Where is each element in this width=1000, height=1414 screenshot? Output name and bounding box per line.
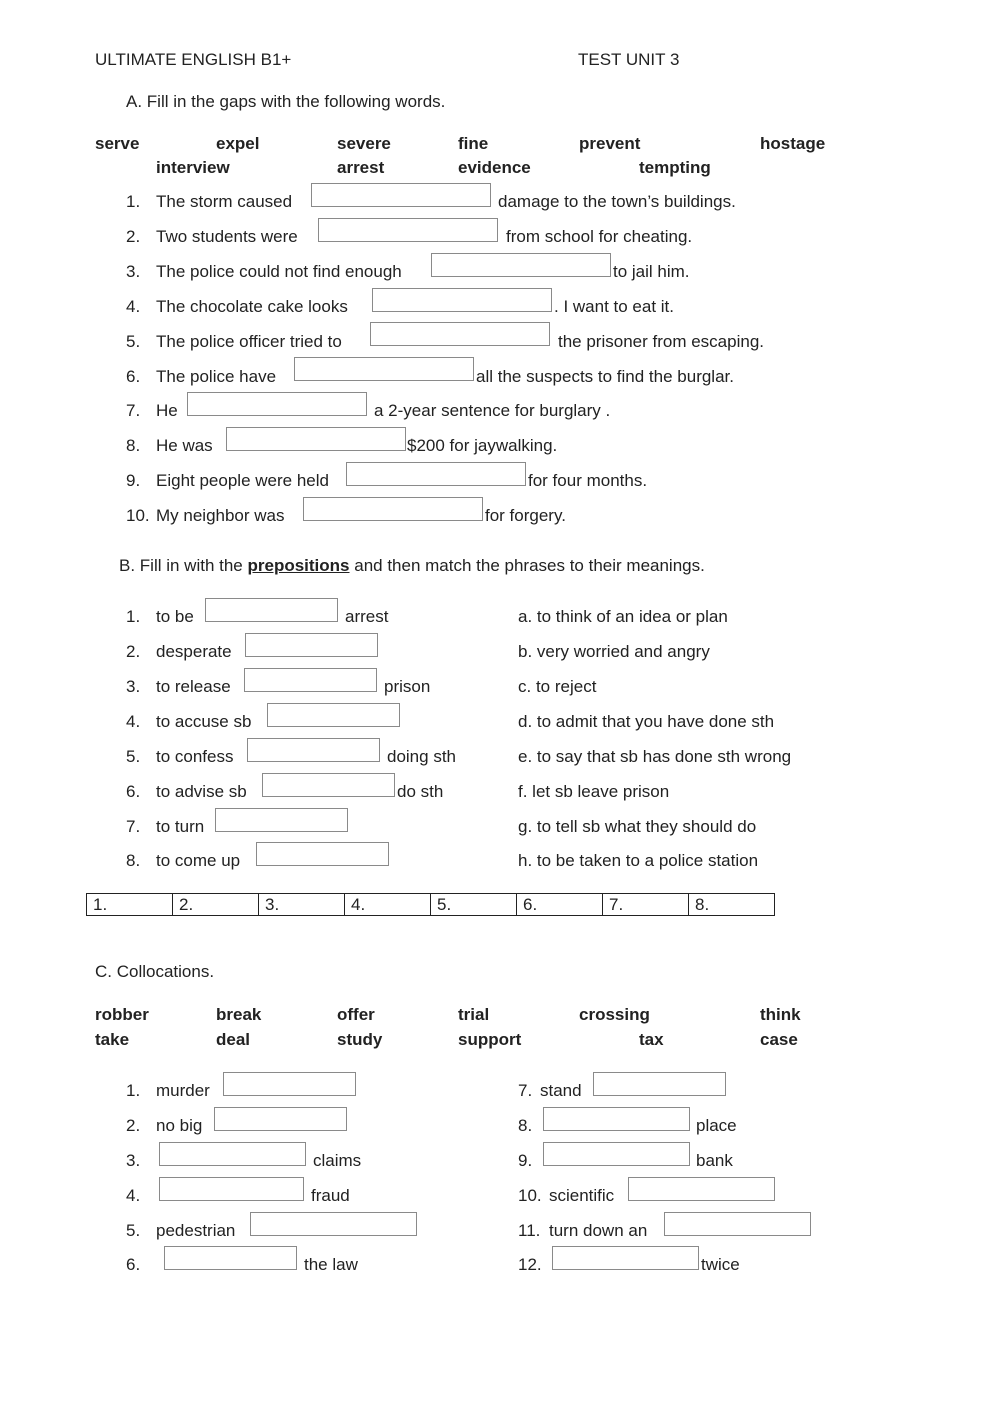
instruction-emphasis: prepositions (247, 556, 350, 575)
word-bank-item: study (337, 1030, 383, 1049)
answer-box[interactable] (294, 357, 474, 381)
word-bank-item: think (760, 1005, 801, 1024)
phrase-end: do sth (397, 782, 444, 801)
sentence-end: damage to the town’s buildings. (498, 192, 736, 211)
word-bank-item: fine (458, 134, 489, 153)
collocation-end: the law (304, 1255, 358, 1274)
sentence-end: . I want to eat it. (554, 297, 675, 316)
item-number: 10. (518, 1186, 542, 1205)
answer-key-cell[interactable]: 3. (259, 894, 345, 916)
sentence-start: The police have (156, 367, 277, 386)
sentence-start: The police officer tried to (156, 332, 342, 351)
word-bank-item: case (760, 1030, 798, 1049)
item-number: 3. (126, 677, 141, 696)
collocation-box[interactable] (214, 1107, 347, 1131)
answer-box[interactable] (226, 427, 406, 451)
phrase-start: to turn (156, 817, 205, 836)
item-number: 5. (126, 747, 141, 766)
preposition-box[interactable] (256, 842, 389, 866)
collocation-start: turn down an (549, 1221, 648, 1240)
answer-box[interactable] (431, 253, 611, 277)
item-number: 6. (126, 1255, 141, 1274)
header-test-unit: TEST UNIT 3 (578, 50, 680, 69)
item-number: 8. (126, 851, 141, 870)
word-bank-item: expel (216, 134, 260, 153)
word-bank-item: arrest (337, 158, 385, 177)
item-number: 7. (126, 817, 141, 836)
meaning-option: b. very worried and angry (518, 642, 710, 661)
phrase-start: to advise sb (156, 782, 247, 801)
collocation-end: fraud (311, 1186, 350, 1205)
meaning-option: e. to say that sb has done sth wrong (518, 747, 792, 766)
meaning-option: a. to think of an idea or plan (518, 607, 728, 626)
preposition-box[interactable] (245, 633, 378, 657)
phrase-start: to be (156, 607, 194, 626)
collocation-start: no big (156, 1116, 203, 1135)
sentence-start: He was (156, 436, 213, 455)
collocation-box[interactable] (159, 1142, 306, 1166)
sentence-end: from school for cheating. (506, 227, 693, 246)
answer-key-cell[interactable]: 2. (173, 894, 259, 916)
sentence-end: the prisoner from escaping. (558, 332, 764, 351)
instruction-text: B. Fill in with the (119, 556, 248, 575)
collocation-start: pedestrian (156, 1221, 236, 1240)
answer-key-cell[interactable]: 7. (603, 894, 689, 916)
phrase-start: to confess (156, 747, 234, 766)
answer-key-cell[interactable]: 1. (87, 894, 173, 916)
collocation-start: scientific (549, 1186, 615, 1205)
collocation-box[interactable] (164, 1246, 297, 1270)
phrase-end: doing sth (387, 747, 456, 766)
sentence-start: The chocolate cake looks (156, 297, 348, 316)
answer-box[interactable] (187, 392, 367, 416)
word-bank-item: hostage (760, 134, 826, 153)
collocation-start: stand (540, 1081, 582, 1100)
item-number: 6. (126, 367, 141, 386)
sentence-start: My neighbor was (156, 506, 285, 525)
item-number: 1. (126, 607, 141, 626)
sentence-start: He (156, 401, 178, 420)
preposition-box[interactable] (262, 773, 395, 797)
collocation-box[interactable] (552, 1246, 699, 1270)
phrase-end: arrest (345, 607, 389, 626)
answer-box[interactable] (346, 462, 526, 486)
item-number: 6. (126, 782, 141, 801)
item-number: 2. (126, 1116, 141, 1135)
collocation-start: murder (156, 1081, 210, 1100)
collocation-end: claims (313, 1151, 362, 1170)
section-a-instruction: A. Fill in the gaps with the following words. (126, 92, 446, 111)
word-bank-item: deal (216, 1030, 251, 1049)
preposition-box[interactable] (247, 738, 380, 762)
answer-box[interactable] (311, 183, 491, 207)
word-bank-item: robber (95, 1005, 149, 1024)
phrase-start: to come up (156, 851, 241, 870)
header-title: ULTIMATE ENGLISH B1+ (95, 50, 292, 69)
word-bank-item: take (95, 1030, 130, 1049)
word-bank-item: serve (95, 134, 140, 153)
word-bank-item: severe (337, 134, 391, 153)
preposition-box[interactable] (267, 703, 400, 727)
item-number: 3. (126, 1151, 141, 1170)
sentence-start: Eight people were held (156, 471, 329, 490)
item-number: 4. (126, 712, 141, 731)
sentence-start: The police could not find enough (156, 262, 402, 281)
word-bank-item: evidence (458, 158, 531, 177)
phrase-start: to accuse sb (156, 712, 252, 731)
answer-key-cell[interactable]: 6. (517, 894, 603, 916)
collocation-box[interactable] (543, 1107, 690, 1131)
item-number: 12. (518, 1255, 542, 1274)
word-bank-item: crossing (579, 1005, 650, 1024)
item-number: 11. (518, 1221, 541, 1240)
item-number: 9. (126, 471, 141, 490)
collocation-box[interactable] (664, 1212, 811, 1236)
item-number: 7. (126, 401, 141, 420)
word-bank-item: tempting (639, 158, 711, 177)
meaning-option: h. to be taken to a police station (518, 851, 759, 870)
collocation-end: twice (701, 1255, 740, 1274)
item-number: 4. (126, 1186, 141, 1205)
sentence-end: all the suspects to find the burglar. (476, 367, 734, 386)
word-bank-item: trial (458, 1005, 490, 1024)
word-bank-item: break (216, 1005, 262, 1024)
meaning-option: g. to tell sb what they should do (518, 817, 757, 836)
item-number: 10. (126, 506, 150, 525)
word-bank-item: tax (639, 1030, 664, 1049)
answer-key-cell[interactable]: 5. (431, 894, 517, 916)
section-c-instruction: C. Collocations. (95, 962, 215, 981)
collocation-end: place (696, 1116, 737, 1135)
preposition-box[interactable] (244, 668, 377, 692)
word-bank-item: interview (156, 158, 230, 177)
item-number: 2. (126, 642, 141, 661)
item-number: 5. (126, 1221, 141, 1240)
item-number: 3. (126, 262, 141, 281)
answer-box[interactable] (303, 497, 483, 521)
sentence-start: The storm caused (156, 192, 293, 211)
collocation-box[interactable] (223, 1072, 356, 1096)
item-number: 1. (126, 1081, 141, 1100)
collocation-box[interactable] (628, 1177, 775, 1201)
collocation-box[interactable] (159, 1177, 304, 1201)
instruction-text: and then match the phrases to their meanings. (349, 556, 705, 575)
phrase-start: to release (156, 677, 231, 696)
item-number: 8. (126, 436, 141, 455)
item-number: 9. (518, 1151, 533, 1170)
phrase-end: prison (384, 677, 431, 696)
preposition-box[interactable] (205, 598, 338, 622)
meaning-option: f. let sb leave prison (518, 782, 670, 801)
answer-key-cell[interactable]: 4. (345, 894, 431, 916)
sentence-end: $200 for jaywalking. (407, 436, 558, 455)
meaning-option: c. to reject (518, 677, 597, 696)
sentence-end: to jail him. (613, 262, 690, 281)
item-number: 5. (126, 332, 141, 351)
sentence-end: for four months. (528, 471, 648, 490)
collocation-box[interactable] (543, 1142, 690, 1166)
word-bank-item: support (458, 1030, 522, 1049)
section-b-instruction (119, 556, 705, 576)
answer-box[interactable] (372, 288, 552, 312)
answer-key-table (86, 893, 775, 916)
item-number: 8. (518, 1116, 533, 1135)
answer-box[interactable] (370, 322, 550, 346)
meaning-option: d. to admit that you have done sth (518, 712, 775, 731)
collocation-end: bank (696, 1151, 733, 1170)
item-number: 2. (126, 227, 141, 246)
collocation-box[interactable] (593, 1072, 726, 1096)
sentence-end: for forgery. (485, 506, 566, 525)
sentence-start: Two students were (156, 227, 298, 246)
preposition-box[interactable] (215, 808, 348, 832)
answer-box[interactable] (318, 218, 498, 242)
item-number: 4. (126, 297, 141, 316)
answer-key-cell[interactable]: 8. (689, 894, 775, 916)
word-bank-item: offer (337, 1005, 375, 1024)
item-number: 1. (126, 192, 141, 211)
phrase-start: desperate (156, 642, 232, 661)
word-bank-item: prevent (579, 134, 641, 153)
collocation-box[interactable] (250, 1212, 417, 1236)
item-number: 7. (518, 1081, 533, 1100)
sentence-end: a 2-year sentence for burglary . (374, 401, 611, 420)
